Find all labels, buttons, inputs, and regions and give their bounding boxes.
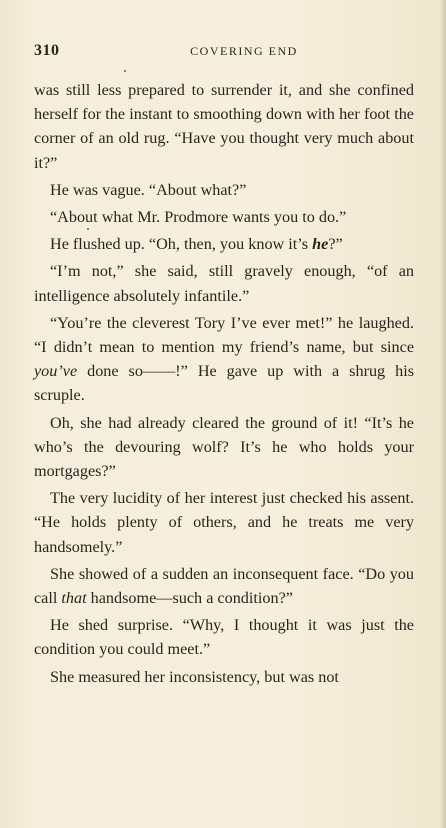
emphasis: that — [61, 589, 87, 608]
page-number: 310 — [34, 42, 60, 59]
paragraph: He shed surprise. “Why, I thought it was just the condition you could meet.” — [34, 616, 414, 659]
page-edge-shadow — [440, 0, 446, 828]
paragraph: “About what Mr. Prodmore wants you to do.” — [50, 208, 347, 227]
page-header — [34, 42, 414, 62]
paragraph: Oh, she had already cleared the ground of it! “It’s he who’s the devouring wolf? It’s he who holds your mortgages?” — [34, 413, 414, 481]
paragraph: “You’re the cleverest Tory I’ve ever met!” he laughed. “I didn’t mean to mention my friend’s name, but since you’ve done so——!” He gave up with a shrug his scruple. — [34, 313, 414, 405]
emphasis: he — [312, 235, 329, 254]
body-text — [34, 78, 414, 692]
paragraph: She measured her inconsistency, but was not — [50, 667, 339, 686]
paragraph: He flushed up. “Oh, then, you know it’s he?” — [50, 235, 343, 254]
running-head: COVERING END — [190, 44, 298, 58]
paragraph: He was vague. “About what?” — [50, 180, 247, 199]
paragraph: The very lucidity of her interest just checked his assent. “He holds plenty of others, and he treats me very handsomely.” — [34, 489, 414, 556]
paragraph: “I’m not,” she said, still gravely enough, “of an intelligence absolutely infantile.” — [34, 262, 414, 305]
paragraph: was still less prepared to surrender it, and she confined herself for the instant to smoothing down with her foot the corner of an old rug. “Have you thought very much about it?” — [34, 81, 414, 172]
emphasis: you’ve — [34, 362, 78, 381]
ink-speck — [124, 70, 126, 72]
paragraph: She showed of a sudden an inconsequent face. “Do you call that handsome—such a condition?” — [34, 564, 414, 608]
